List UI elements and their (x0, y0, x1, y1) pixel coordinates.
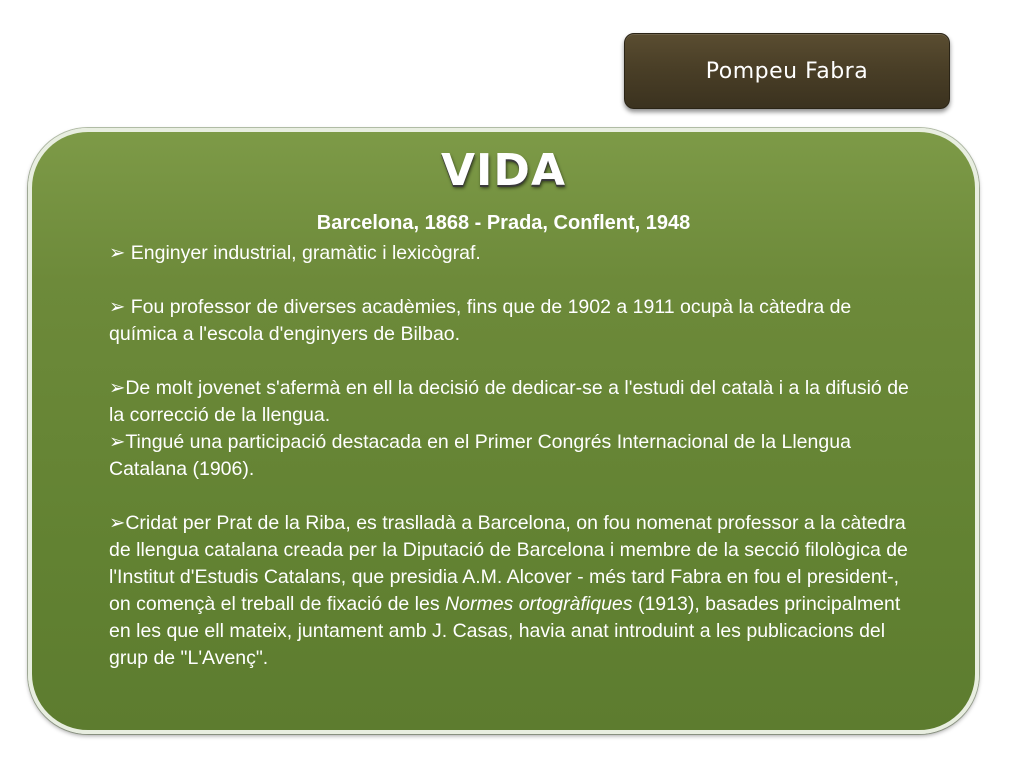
bullet-text: Fou professor de diverses acadèmies, fins que de 1902 a 1911 ocupà la càtedra de química a l'escola d'enginyers de Bilbao. (109, 296, 852, 345)
bullet-arrow-icon: ➢ (109, 431, 126, 453)
bullet-item (109, 510, 921, 672)
bullet-item (109, 375, 921, 429)
card-subtitle: Barcelona, 1868 - Prada, Conflent, 1948 (316, 212, 691, 234)
bullet-arrow-icon: ➢ (109, 377, 126, 399)
bullet-item (109, 240, 921, 267)
bullet-text: De molt jovenet s'afermà en ell la decisió de dedicar-se a l'estudi del català i a la difusió de la correcció de la llengua. (109, 377, 909, 426)
bullet-arrow-icon: ➢ (109, 296, 126, 318)
life-card (28, 128, 979, 734)
name-badge (624, 33, 950, 109)
bullet-arrow-icon: ➢ (109, 512, 126, 534)
bullet-arrow-icon: ➢ (109, 242, 126, 264)
badge-text: Pompeu Fabra (705, 58, 869, 84)
bullet-item (109, 429, 921, 483)
bullet-item (109, 294, 921, 348)
bullet-text: (1913), basades principalment en les que ell mateix, juntament amb J. Casas, havia anat introduint a les publicacions del grup de "L'Avenç". (109, 593, 901, 669)
bullet-text: Enginyer industrial, gramàtic i lexicògraf. (125, 242, 481, 264)
bullet-text: Tingué una participació destacada en el Primer Congrés Internacional de la Llengua Catalana (1906). (109, 431, 851, 480)
card-title: VIDA (441, 145, 566, 196)
card-body (109, 240, 921, 672)
bullet-text-italic: Normes ortogràfiques (445, 593, 633, 615)
bullet-text: Cridat per Prat de la Riba, es traslladà a Barcelona, on fou nomenat professor a la càtedra de llengua catalana creada per la Diputació de Barcelona i membre de la secció filològica de l'Institut d'Estudis Catalans, que presidia A.M. Alcover - més tard Fabra en fou el president-, on començà el treball de fixació de les (109, 512, 908, 615)
